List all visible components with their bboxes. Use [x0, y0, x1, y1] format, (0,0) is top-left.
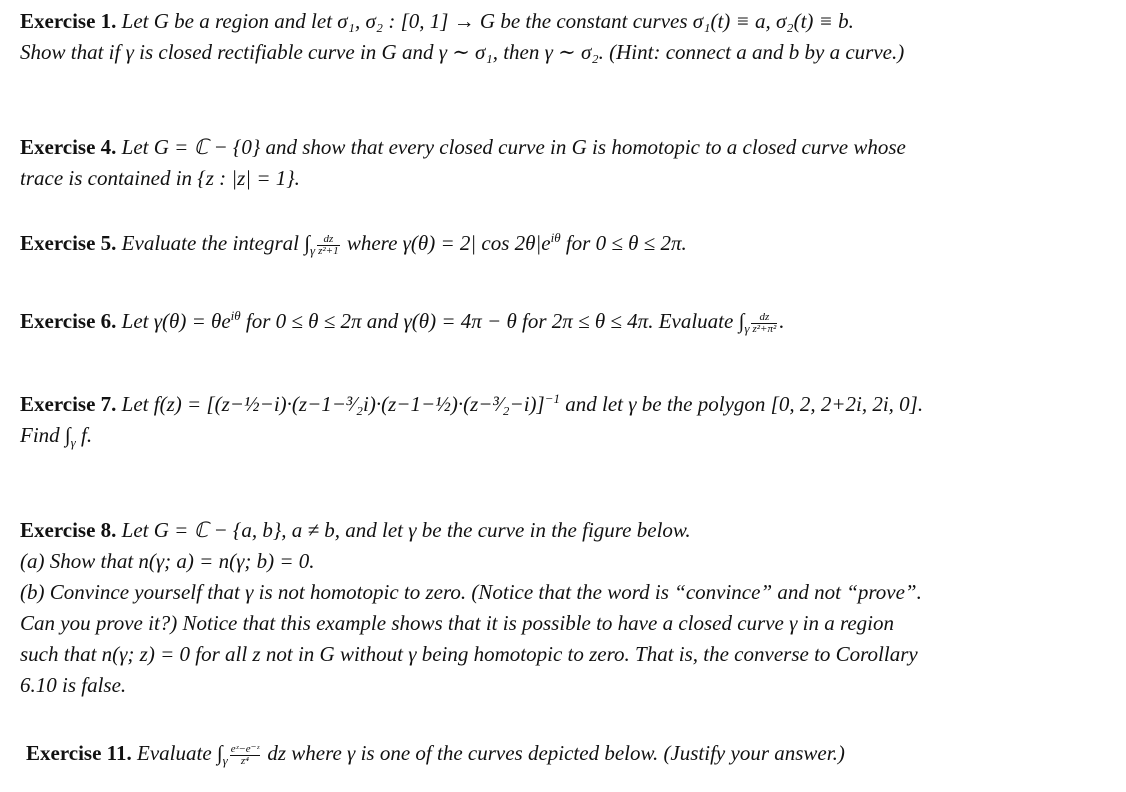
- exercise-title: Exercise 7.: [20, 392, 117, 416]
- exercise-4-line-2: trace is contained in {z : |z| = 1}.: [20, 166, 300, 190]
- exercise-8-line-5: such that n(γ; z) = 0 for all z not in G without γ being homotopic to zero. That is, the converse to Corollary: [20, 642, 918, 666]
- exercise-text: Let γ(θ) = θe: [121, 309, 231, 333]
- exercise-5-line-1: [20, 228, 1108, 259]
- integral-subscript: γ: [70, 435, 76, 451]
- exercise-text: f.: [81, 423, 93, 447]
- exercise-7-line-2: [20, 420, 1108, 451]
- fraction-denominator: z²+π²: [752, 322, 777, 335]
- fraction-denominator: z⁴: [240, 754, 249, 767]
- exponent: iθ: [230, 308, 241, 323]
- exercise-8-line-4: Can you prove it?) Notice that this example shows that it is possible to have a closed curve γ in a region: [20, 611, 895, 635]
- exercise-text: and let γ be the polygon [0, 2, 2+2i, 2i, 0].: [565, 392, 924, 416]
- exercise-text: Let f(z) = [(z−½−i)·(z−1−³⁄₂i)·(z−1−½)·(z−³⁄₂−i)]: [121, 392, 545, 416]
- exercise-text: .: [779, 309, 785, 333]
- exercise-text: where γ(θ) = 2| cos 2θ|e: [346, 231, 551, 255]
- exercise-8: [20, 515, 1108, 701]
- exercise-text: Let G = ℂ − {0} and show that every closed curve in G is homotopic to a closed curve whose: [121, 135, 906, 159]
- exercise-11-line-1: [26, 738, 1108, 769]
- exercise-6-line-1: [20, 306, 1108, 337]
- exercise-4-line-1: [20, 132, 1108, 163]
- exercise-text: for 0 ≤ θ ≤ 2π.: [565, 231, 687, 255]
- exercise-text: Evaluate ∫: [137, 741, 223, 765]
- exercise-title: Exercise 1.: [20, 9, 117, 33]
- fraction: [230, 744, 260, 767]
- exercise-5: [20, 228, 1108, 259]
- exercise-title: Exercise 11.: [26, 741, 132, 765]
- exercise-8-line-1: [20, 515, 1108, 546]
- exercise-7: [20, 389, 1108, 451]
- exercise-4: [20, 132, 1108, 194]
- exercise-1-line-1: [20, 6, 1108, 37]
- exercise-text: Let G be a region and let σ₁, σ₂ : [0, 1] → G be the constant curves σ₁(t) ≡ a, σ₂(t) ≡ b.: [121, 9, 854, 33]
- exercise-title: Exercise 8.: [20, 518, 117, 542]
- exponent: iθ: [550, 230, 561, 245]
- exercise-text: Find ∫: [20, 423, 71, 447]
- fraction-numerator: dz: [751, 312, 777, 324]
- exercise-11: [26, 738, 1108, 769]
- fraction-numerator: eᶻ−e⁻ᶻ: [230, 742, 260, 755]
- exercise-8-line-3: (b) Convince yourself that γ is not homotopic to zero. (Notice that the word is “convince” and not “prove”.: [20, 580, 922, 604]
- exercise-text: Let G = ℂ − {a, b}, a ≠ b, and let γ be the curve in the figure below.: [121, 518, 691, 542]
- integral-subscript: γ: [744, 321, 750, 337]
- exercise-7-line-1: [20, 389, 1108, 420]
- exercise-1-line-2: Show that if γ is closed rectifiable curve in G and γ ∼ σ₁, then γ ∼ σ₂. (Hint: connect a and b by a curve.): [20, 40, 905, 64]
- integral-subscript: γ: [309, 243, 316, 259]
- exercise-title: Exercise 4.: [20, 135, 117, 159]
- exercise-1: [20, 6, 1108, 68]
- exercise-8-line-6: 6.10 is false.: [20, 673, 127, 697]
- exercise-text: Evaluate the integral ∫: [121, 231, 310, 255]
- exercise-text: for 0 ≤ θ ≤ 2π and γ(θ) = 4π − θ for 2π ≤ θ ≤ 4π. Evaluate ∫: [245, 309, 745, 333]
- fraction: [751, 312, 777, 335]
- exercise-6: [20, 306, 1108, 337]
- exercise-title: Exercise 6.: [20, 309, 117, 333]
- exercise-8-line-2: (a) Show that n(γ; a) = n(γ; b) = 0.: [20, 549, 315, 573]
- fraction-numerator: dz: [317, 234, 340, 246]
- exercise-text: dz where γ is one of the curves depicted below. (Justify your answer.): [267, 741, 845, 765]
- fraction: [317, 234, 340, 257]
- exponent: −1: [544, 391, 561, 406]
- exercise-title: Exercise 5.: [20, 231, 117, 255]
- fraction-denominator: z²+1: [318, 244, 339, 257]
- integral-subscript: γ: [222, 753, 228, 769]
